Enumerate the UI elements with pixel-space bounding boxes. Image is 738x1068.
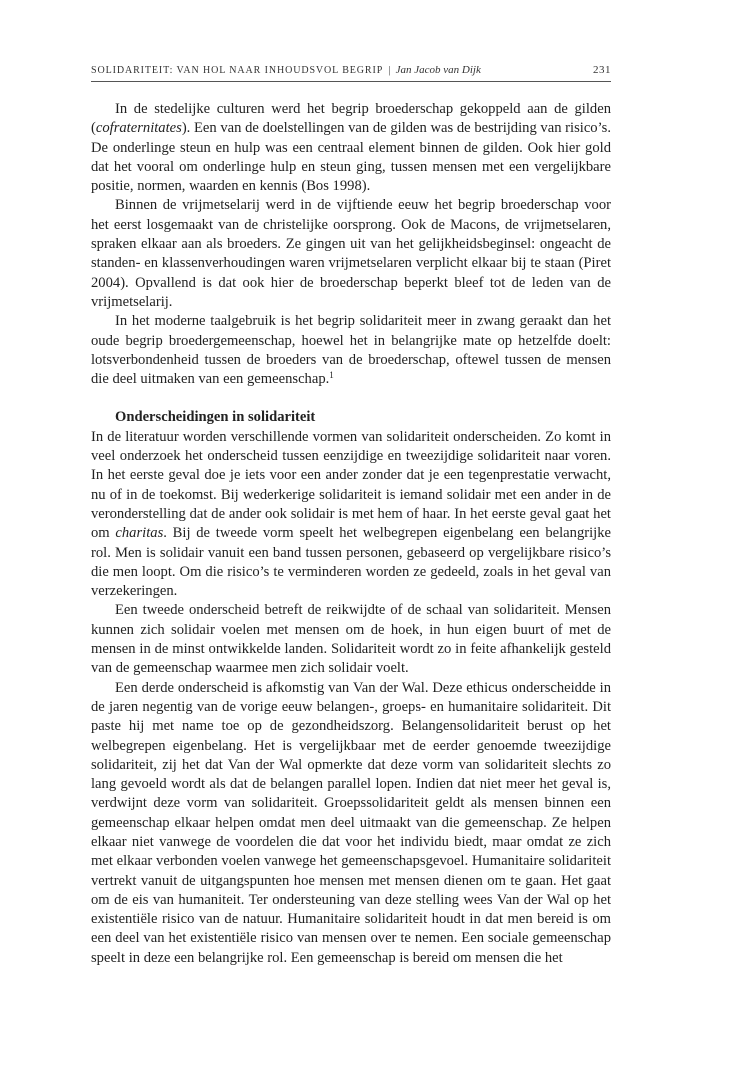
italic-term: charitas bbox=[115, 525, 164, 542]
page-body bbox=[91, 100, 611, 968]
paragraph-van-der-wal: Een derde onderscheid is afkomstig van Van der Wal. Deze ethicus onderscheidde in de jaren negentig van de vorige eeuw belangen-, groeps- en humanitaire solidariteit. Dit paste hij met name toe op de gezondheidszorg. Belangensolidariteit berust op het welbegrepen eigenbelang. Het is vergelijkbaar met de eerder genoemde tweezijdige solidariteit, zij het dat Van der Wal opmerkte dat deze vorm van solidariteit slechts zo lang gevoeld wordt als dat de belangen parallel lopen. Indien dat niet meer het geval is, verdwijnt deze vorm van solidariteit. Groepssolidariteit geldt als mensen binnen een gemeenschap elkaar helpen omdat men deel uitmaakt van die gemeenschap. Ze helpen elkaar niet vanwege de voordelen die dat voor het individu biedt, maar omdat ze zich met elkaar verbonden voelen vanwege het gemeenschapsgevoel. Humanitaire solidariteit vertrekt vanuit de uitgangspunten hoe mensen met mensen dienen om te gaan. Het gaat om de eis van humaniteit. Ter ondersteuning van deze stelling wees Van der Wal op het existentiële risico van de natuur. Humanitaire solidariteit houdt in dat men bereid is om een deel van het existentiële risico van mensen over te nemen. Een sociale gemeenschap speelt in deze een belangrijke rol. Een gemeenschap is bereid om mensen die het bbox=[91, 679, 611, 966]
paragraph-text: In het moderne taalgebruik is het begrip solidariteit meer in zwang geraakt dan het oude begrip broedergemeenschap, hoewel het in belangrijke mate op hetzelfde doelt: lotsverbondenheid tussen de broeders van de broederschap, oftewel tussen de mensen die deel uitmaken van een gemeenschap. bbox=[91, 313, 611, 388]
paragraph-reikwijdte: Een tweede onderscheid betreft de reikwijdte of de schaal van solidariteit. Mensen kunnen zich solidair voelen met mensen om de hoek, in hun eigen buurt of met de mensen in de minst ontwikkelde landen. Solidariteit wordt zo in feite afhankelijk gesteld van de gemeenschap waarmee men zich solidair voelt. bbox=[91, 602, 611, 677]
paragraph-text: In de literatuur worden verschillende vormen van solidariteit onderscheiden. Zo komt in veel onderzoek het onderscheid tussen eenzijdige en tweezijdige solidariteit naar voren. In het eerste geval doe je iets voor een ander zonder dat je een tegenprestatie verwacht, nu of in de toekomst. Bij wederkerige solidariteit is iemand solidair met een ander in de veronderstelling dat de ander ook solidair is met hem of haar. In het eerste geval gaat het om bbox=[91, 428, 611, 542]
italic-term: cofraternitates bbox=[95, 120, 182, 137]
running-head-author: Jan Jacob van Dijk bbox=[395, 64, 481, 76]
section-heading: Onderscheidingen in solidariteit bbox=[115, 409, 316, 426]
paragraph-gilden bbox=[91, 100, 611, 196]
running-head-title: SOLIDARITEIT: VAN HOL NAAR INHOUDSVOL BEGRIP bbox=[91, 65, 383, 76]
header-rule bbox=[91, 81, 611, 82]
paragraph-modern-taalgebruik bbox=[91, 312, 611, 389]
paragraph-text: ). Een van de doelstellingen van de gilden was de bestrijding van risico’s. De onderlinge steun en hulp was een centraal element binnen de gilden. Ook hier gold dat het vooral om onderlinge hulp en steun ging, tussen mensen met een vergelijkbare positie, normen, waarden en kennis (Bos 1998). bbox=[91, 120, 611, 195]
running-head-separator: | bbox=[388, 65, 391, 76]
footnote-marker: 1 bbox=[329, 370, 334, 381]
paragraph-text: . Bij de tweede vorm speelt het welbegrepen eigenbelang een belangrijke rol. Men is solidair vanuit een band tussen personen, gebaseerd op vergelijkbare risico’s die men loopt. Om die risico’s te verminderen worden ze gedeeld, zoals in het geval van verzekeringen. bbox=[91, 525, 611, 600]
page-number: 231 bbox=[593, 64, 611, 76]
paragraph-vrijmetselarij: Binnen de vrijmetselarij werd in de vijftiende eeuw het begrip broederschap voor het eerst losgemaakt van de christelijke oorsprong. Ook de Macons, de vrijmetselaren, spraken elkaar aan als broeders. Ze gingen uit van het gelijkheidsbeginsel: ongeacht de standen- en klassenverhoudingen waren vrijmetselaren verplicht elkaar bij te staan (Piret 2004). Opvallend is dat ook hier de broederschap beperkt bleef tot de leden van de vrijmetselarij. bbox=[91, 197, 611, 310]
paragraph-vormen-solidariteit bbox=[91, 428, 611, 602]
running-head bbox=[91, 64, 611, 78]
paragraph-text: In de stedelijke culturen werd het begrip broederschap gekoppeld aan de gilden ( bbox=[91, 101, 611, 137]
